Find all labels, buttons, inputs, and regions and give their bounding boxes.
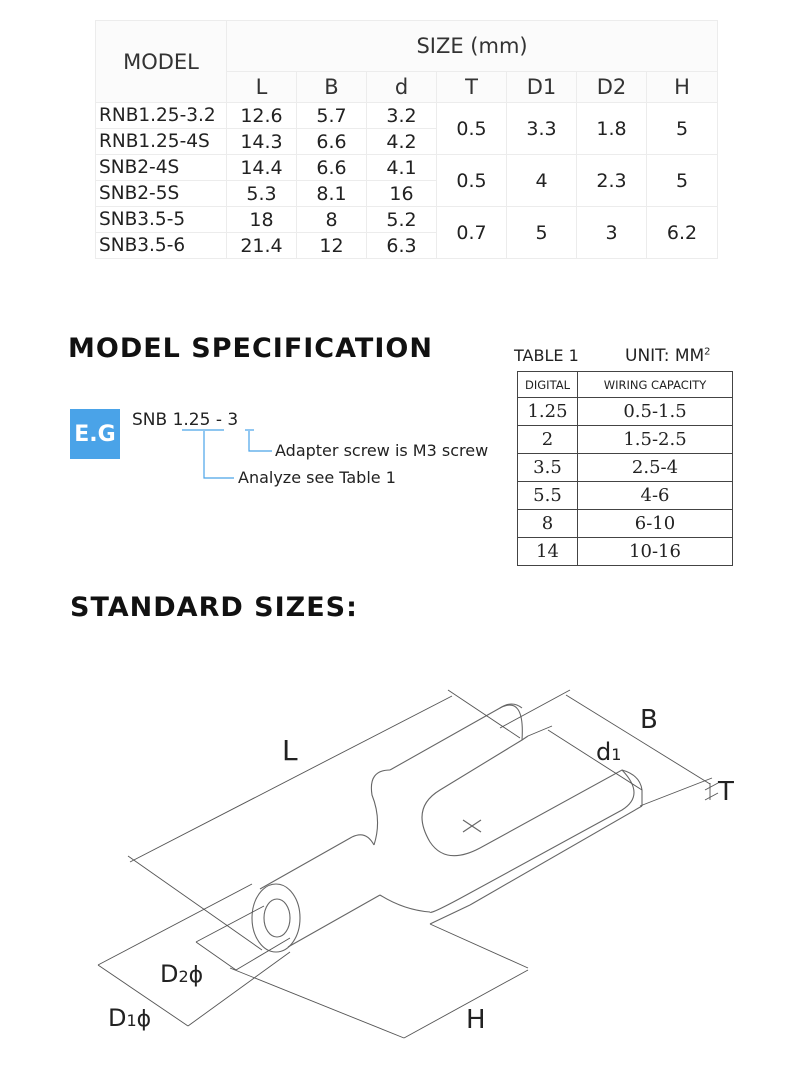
dim-line-d xyxy=(548,730,642,790)
t1-capacity: 1.5-2.5 xyxy=(578,426,733,454)
dim-line-T xyxy=(705,783,718,790)
fork-bottom-thickness xyxy=(470,806,642,905)
code-sep: - xyxy=(215,410,222,430)
cell-H: 5 xyxy=(647,103,718,155)
cell-d: 4.1 xyxy=(367,155,437,181)
model-cell: SNB3.5-6 xyxy=(96,233,227,259)
cell-H: 6.2 xyxy=(647,207,718,259)
model-cell: SNB2-5S xyxy=(96,181,227,207)
table1-caption: TABLE 1 xyxy=(514,346,579,365)
t1-digital: 14 xyxy=(518,538,578,566)
neck-lower xyxy=(380,895,430,912)
t1-header-digital: DIGITAL xyxy=(518,372,578,398)
barrel-bottom-edge xyxy=(288,895,380,947)
col-header-D2: D2 xyxy=(577,72,647,103)
cell-B: 6.6 xyxy=(297,155,367,181)
cell-d: 16 xyxy=(367,181,437,207)
label-D2-sub: 2 xyxy=(178,967,189,986)
col-header-L: L xyxy=(227,72,297,103)
cell-d: 6.3 xyxy=(367,233,437,259)
label-D1-phi: ϕ xyxy=(136,1007,152,1032)
t1-digital: 8 xyxy=(518,510,578,538)
cell-D2: 1.8 xyxy=(577,103,647,155)
cell-D2: 3 xyxy=(577,207,647,259)
cell-B: 12 xyxy=(297,233,367,259)
note-size: Analyze see Table 1 xyxy=(238,468,396,487)
cell-T: 0.5 xyxy=(437,155,507,207)
unit-text: UNIT: MM xyxy=(625,346,705,366)
t1-digital: 5.5 xyxy=(518,482,578,510)
label-H: H xyxy=(466,1005,486,1035)
cell-D1: 3.3 xyxy=(507,103,577,155)
cell-d: 5.2 xyxy=(367,207,437,233)
model-cell: RNB1.25-4S xyxy=(96,129,227,155)
col-header-d: d xyxy=(367,72,437,103)
cell-H: 5 xyxy=(647,155,718,207)
t1-capacity: 2.5-4 xyxy=(578,454,733,482)
label-d xyxy=(596,738,621,766)
eg-badge: E.G xyxy=(70,409,120,459)
cell-L: 14.4 xyxy=(227,155,297,181)
label-T: T xyxy=(718,777,734,807)
cell-D2: 2.3 xyxy=(577,155,647,207)
t1-digital: 2 xyxy=(518,426,578,454)
col-header-D1: D1 xyxy=(507,72,577,103)
label-d-sub: 1 xyxy=(611,745,622,764)
label-d-main: d xyxy=(596,738,612,766)
cell-L: 21.4 xyxy=(227,233,297,259)
cell-B: 8.1 xyxy=(297,181,367,207)
cell-T: 0.7 xyxy=(437,207,507,259)
t1-digital: 3.5 xyxy=(518,454,578,482)
col-header-T: T xyxy=(437,72,507,103)
cell-d: 4.2 xyxy=(367,129,437,155)
t1-header-capacity: WIRING CAPACITY xyxy=(578,372,733,398)
cell-T: 0.5 xyxy=(437,103,507,155)
model-cell: SNB2-4S xyxy=(96,155,227,181)
model-cell: RNB1.25-3.2 xyxy=(96,103,227,129)
code-screw: 3 xyxy=(227,410,239,430)
label-L: L xyxy=(282,734,298,767)
cell-B: 8 xyxy=(297,207,367,233)
cell-d: 3.2 xyxy=(367,103,437,129)
model-cell: SNB3.5-5 xyxy=(96,207,227,233)
label-D1 xyxy=(108,1004,151,1032)
unit-sup: 2 xyxy=(704,346,711,358)
barrel-top-curve xyxy=(352,835,374,845)
cell-B: 5.7 xyxy=(297,103,367,129)
note-screw: Adapter screw is M3 screw xyxy=(275,441,489,460)
label-D2-main: D xyxy=(160,960,179,988)
neck-upper xyxy=(371,770,390,845)
cell-L: 14.3 xyxy=(227,129,297,155)
code-prefix: SNB xyxy=(132,410,168,430)
cell-L: 12.6 xyxy=(227,103,297,129)
col-header-H: H xyxy=(647,72,718,103)
cell-D1: 5 xyxy=(507,207,577,259)
model-header: MODEL xyxy=(96,21,227,103)
t1-capacity: 6-10 xyxy=(578,510,733,538)
cell-B: 6.6 xyxy=(297,129,367,155)
t1-capacity: 0.5-1.5 xyxy=(578,398,733,426)
t1-digital: 1.25 xyxy=(518,398,578,426)
standard-sizes-title: STANDARD SIZES: xyxy=(70,592,358,623)
label-D2-phi: ϕ xyxy=(188,963,204,988)
dim-line-B xyxy=(566,695,710,784)
label-D1-sub: 1 xyxy=(126,1011,137,1030)
cell-L: 5.3 xyxy=(227,181,297,207)
barrel-end xyxy=(252,884,300,952)
t1-capacity: 4-6 xyxy=(578,482,733,510)
dim-line-H xyxy=(230,968,404,1038)
cell-D1: 4 xyxy=(507,155,577,207)
label-D2 xyxy=(160,960,203,988)
dim-line-L xyxy=(130,696,452,862)
label-B: B xyxy=(640,705,658,735)
cell-L: 18 xyxy=(227,207,297,233)
code-size: 1.25 xyxy=(172,410,211,430)
size-header: SIZE (mm) xyxy=(227,21,718,72)
model-spec-title: MODEL SPECIFICATION xyxy=(68,333,433,364)
barrel-top-edge xyxy=(260,837,352,889)
t1-capacity: 10-16 xyxy=(578,538,733,566)
col-header-B: B xyxy=(297,72,367,103)
label-D1-main: D xyxy=(108,1004,127,1032)
